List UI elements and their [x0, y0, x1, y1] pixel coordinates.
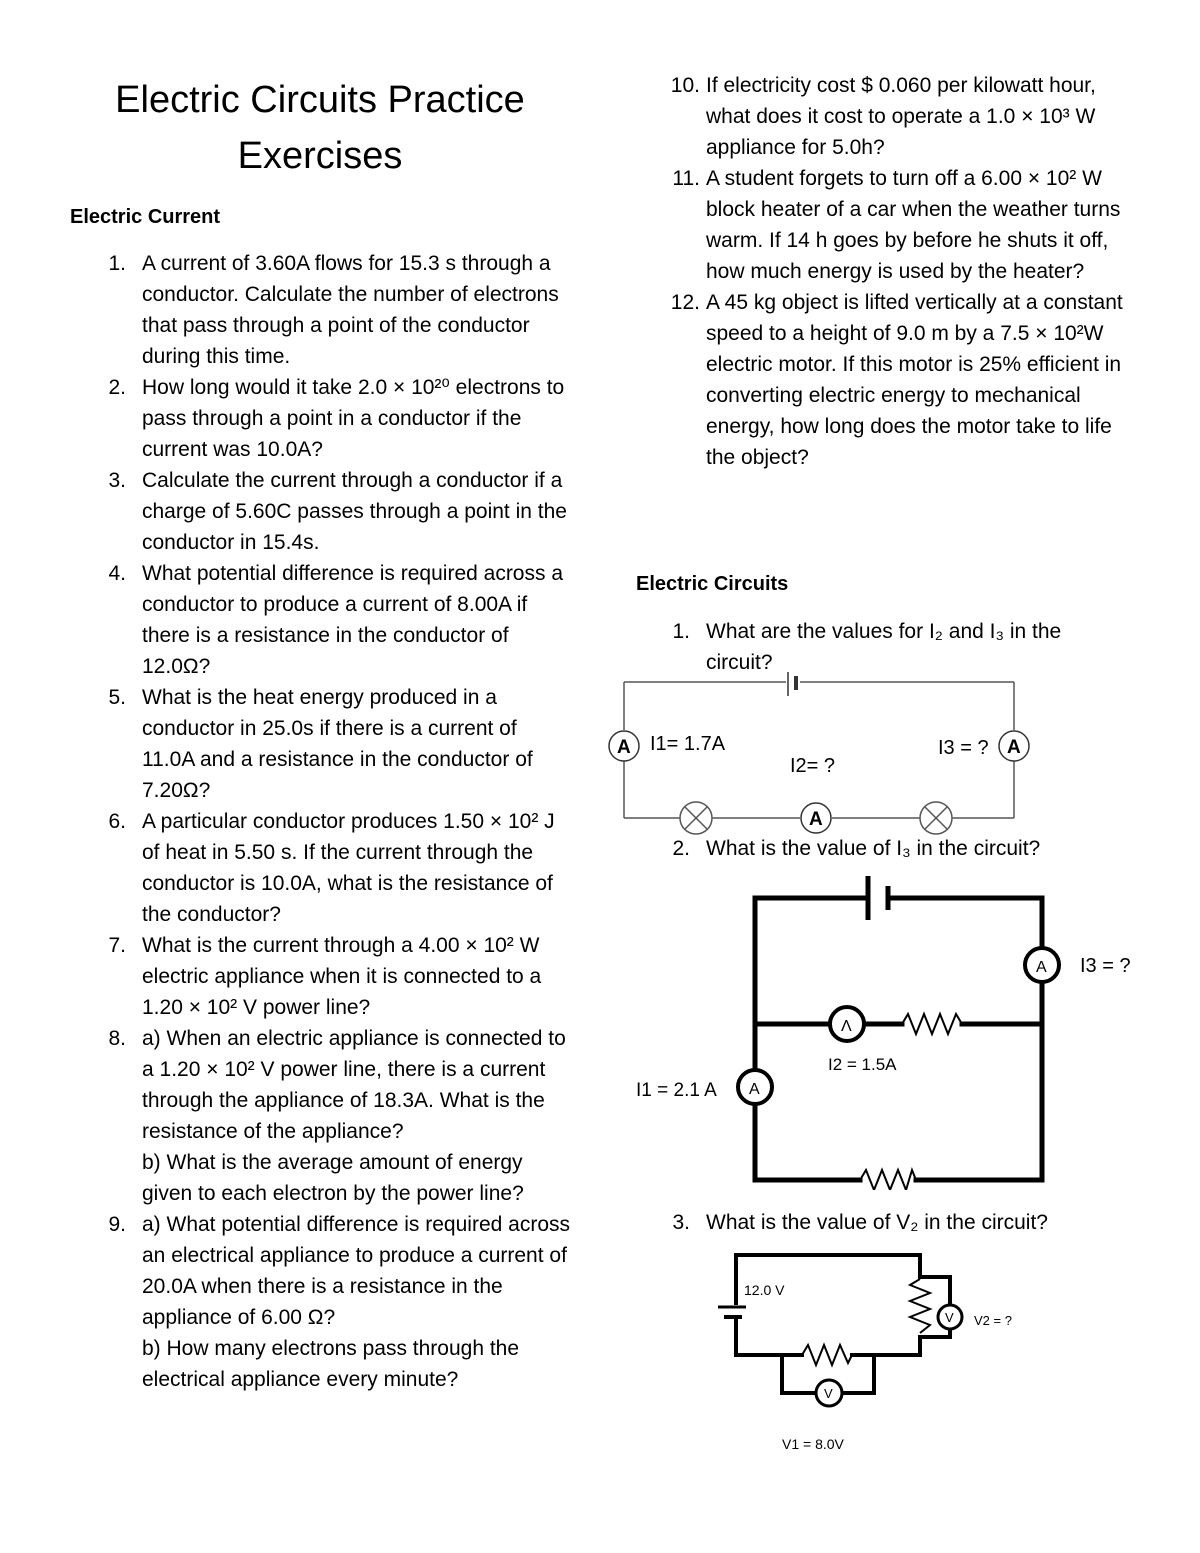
- circuit-diagram-1: [600, 670, 1060, 835]
- circuit-diagram-3: [702, 1245, 1062, 1460]
- right-column: [617, 0, 1172, 1553]
- battery-icon: [868, 876, 888, 920]
- ammeter-label: A: [809, 809, 823, 830]
- diagram1-i2-label: I2= ?: [790, 755, 836, 777]
- list-item: 2. How long would it take 2.0 × 10²⁰ electrons to pass through a point in a conductor if the current was 10.0A?: [108, 376, 565, 461]
- resistor-icon: [860, 1170, 916, 1190]
- resistor-icon: [910, 1279, 930, 1333]
- circuit-question-2: 2. What is the value of I₃ in the circuit?: [672, 837, 1041, 860]
- question-list-current-continued: [632, 70, 1132, 473]
- voltmeter-label: V: [945, 1310, 954, 1325]
- list-item: 9. a) What potential difference is required across an electrical appliance to produce a current of 20.0A when there is a resistance in the appliance of 6.00 Ω? b) How many electrons pass through the electrical appliance every minute?: [108, 1213, 570, 1391]
- list-item: 1. A current of 3.60A flows for 15.3 s through a conductor. Calculate the number of electrons that pass through a point of the conductor during this time.: [108, 252, 559, 368]
- circuit-question-1: 1. What are the values for I₂ and I₃ in the circuit?: [672, 620, 1062, 674]
- diagram2-i2-label: I2 = 1.5A: [828, 1055, 897, 1074]
- ammeter-label: A: [1007, 737, 1021, 758]
- diagram3-v2-label: V2 = ?: [974, 1313, 1012, 1328]
- list-item: 4. What potential difference is required across a conductor to produce a current of 8.00A if there is a resistance in the conductor of 12.0Ω?: [108, 562, 564, 678]
- list-item: 10. If electricity cost $ 0.060 per kilowatt hour, what does it cost to operate a 1.0 × 10³ W appliance for 5.0h?: [670, 74, 1096, 159]
- question-list-current: [70, 248, 570, 1395]
- resistor-icon: [802, 1345, 852, 1365]
- diagram2-i1-label: I1 = 2.1 A: [636, 1080, 717, 1101]
- left-column: [70, 0, 575, 1553]
- ammeter-label: A: [749, 1081, 760, 1098]
- circuit-question-3: 3. What is the value of V₂ in the circuit?: [672, 1211, 1048, 1234]
- list-item: 12. A 45 kg object is lifted vertically at a constant speed to a height of 9.0 m by a 7.5 × 10²W electric motor. If this motor is 25% efficient in converting electric energy to mechanical energy, how long does the motor take to life the object?: [670, 291, 1123, 469]
- list-item: 6. A particular conductor produces 1.50 × 10² J of heat in 5.50 s. If the current through the conductor is 10.0A, what is the resistance of the conductor?: [108, 810, 555, 926]
- circuit-diagram-2: [632, 870, 1152, 1190]
- section-heading-electric-circuits: Electric Circuits: [636, 573, 789, 595]
- diagram1-i1-label: I1= 1.7A: [650, 733, 726, 755]
- list-item: 7. What is the current through a 4.00 × 10² W electric appliance when it is connected to a 1.20 × 10² V power line?: [108, 934, 542, 1019]
- battery-icon: [788, 672, 796, 696]
- ammeter-label: A: [1036, 959, 1047, 976]
- ammeter-label: Λ: [841, 1018, 852, 1035]
- diagram1-i3-label: I3 = ?: [938, 737, 989, 759]
- diagram2-i3-label: I3 = ?: [1080, 955, 1131, 977]
- list-item: 8. a) When an electric appliance is connected to a 1.20 × 10² V power line, there is a current through the appliance of 18.3A. What is the resistance of the appliance? b) What is the average amount of energy given to each electron by the power line?: [108, 1027, 566, 1205]
- resistor-icon: [902, 1014, 962, 1034]
- ammeter-label: A: [617, 737, 631, 758]
- page-title: Electric Circuits Practice Exercises: [115, 79, 525, 177]
- list-item: 3. Calculate the current through a conductor if a charge of 5.60C passes through a point in the conductor in 15.4s.: [108, 469, 567, 554]
- diagram3-v1-label: V1 = 8.0V: [782, 1436, 844, 1452]
- diagram3-source-label: 12.0 V: [744, 1282, 785, 1298]
- list-item: 5. What is the heat energy produced in a conductor in 25.0s if there is a current of 11.0A and a resistance in the conductor of 7.20Ω?: [108, 686, 533, 802]
- battery-icon: [718, 1307, 746, 1317]
- section-heading-electric-current: Electric Current: [70, 206, 221, 228]
- voltmeter-label: V: [824, 1386, 833, 1401]
- list-item: 11. A student forgets to turn off a 6.00 × 10² W block heater of a car when the weather turns warm. If 14 h goes by before he shuts it off, how much energy is used by the heater?: [672, 167, 1121, 283]
